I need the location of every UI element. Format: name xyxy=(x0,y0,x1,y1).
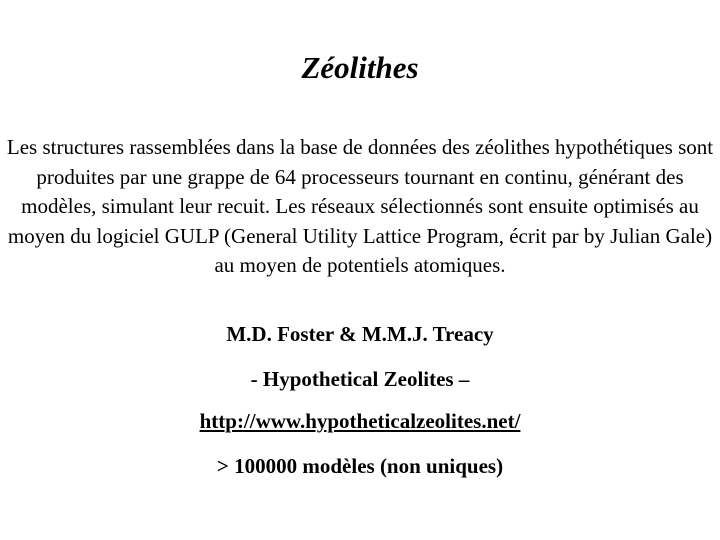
link-line xyxy=(0,407,720,435)
slide-title: Zéolithes xyxy=(301,50,419,85)
authors-line: M.D. Foster & M.M.J. Treacy xyxy=(226,322,494,346)
website-link[interactable]: http://www.hypotheticalzeolites.net/ xyxy=(199,409,521,433)
subtitle-line: - Hypothetical Zeolites – xyxy=(250,367,470,391)
model-count-line: > 100000 modèles (non uniques) xyxy=(216,454,504,478)
description-paragraph: Les structures rassemblées dans la base de données des zéolithes hypothétiques sont produites par une grappe de 64 processeurs tournant en continu, générant des modèles, simulant leur recuit. Les réseaux sélectionnés sont ensuite optimisés au moyen du logiciel GULP (General Utility Lattice Program, écrit par by Julian Gale) au moyen de potentiels atomiques. xyxy=(6,135,714,277)
